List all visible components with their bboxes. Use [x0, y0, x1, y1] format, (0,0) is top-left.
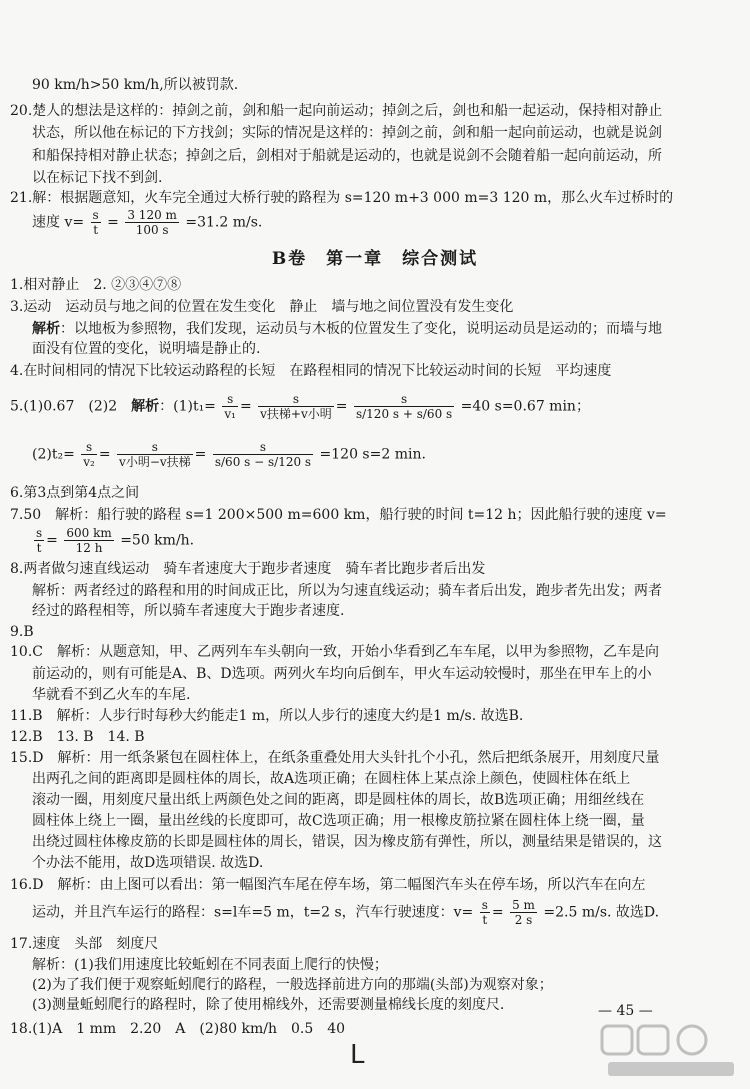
- section-title: B卷 第一章 综合测试: [271, 249, 479, 269]
- answer-20-line: 20.楚人的想法是这样的：掉剑之前，剑和船一起向前运动；掉剑之后，剑也和船一起运动，保持相对静止: [10, 103, 663, 119]
- formula-line: (2)t₂= $\frac{s}{\text{v₂}}$ = $\frac{s}{\text{v小明−v扶梯}}$ = $\frac{s}{s/60 s - s/120 s}$ =120 s=2 min.: [32, 440, 426, 469]
- numerator: s: [222, 392, 238, 407]
- denominator: t: [482, 913, 488, 927]
- fraction: [222, 392, 238, 421]
- handwritten-mark: L: [350, 1040, 365, 1070]
- text-line: 状态，所以他在标记的下方找剑；实际的情况是这样的：掉剑之前，剑和船一起向前运动，也就是说剑: [32, 125, 662, 141]
- answer-6-line: 6.第3点到第4点之间: [10, 485, 140, 501]
- answer-21-line: 21.解：根据题意知，火车完全通过大桥行驶的路程为 s=120 m+3 000 m=3 120 m，那么火车过桥时的: [10, 190, 674, 206]
- text-line: 面没有位置的变化，说明墙是静止的.: [32, 341, 261, 357]
- answer-18-line: 18.(1)A 1 mm 2.20 A (2)80 km/h 0.5 40: [10, 1021, 346, 1037]
- denominator: s/120 s + s/60 s: [355, 407, 453, 421]
- formula-line: [32, 208, 262, 237]
- numerator: s: [92, 208, 99, 222]
- numerator: s: [481, 898, 488, 912]
- text-line: 90 km/h>50 km/h,所以被罚款.: [32, 77, 239, 93]
- answer-5-line: 5.(1)0.67 (2)2 解析：(1)t₁= $\frac{s}{\text{v₁}}$ = $\frac{s}{\text{v扶梯+v小明}}$ = $\frac{s}{s/120 s + s/60 s}$ =40 s=0.67 min；: [10, 392, 590, 421]
- answer-7-line: 7.50 解析：船行驶的路程 s=1 200×500 m=600 km，船行驶的时间 t=12 h；因此船行驶的速度 v=: [10, 507, 667, 523]
- fraction: [34, 526, 44, 555]
- text-line: 经过的路程相等，所以骑车者速度大于跑步者速度.: [32, 603, 345, 619]
- formula-result: =40 s=0.67 min；: [460, 398, 590, 415]
- text-line: 滚动一圈，用刻度尺量出纸上两颜色处之间的距离，即是圆柱体的周长，故B选项正确；用细丝线在: [32, 792, 645, 808]
- answer-9-line: 9.B: [10, 624, 34, 640]
- numerator: s: [36, 526, 43, 540]
- denominator: 12 h: [75, 541, 103, 555]
- answer-3-line: 3.运动 运动员与地之间的位置在发生变化 静止 墙与地之间位置没有发生变化: [10, 299, 514, 315]
- denominator: 100 s: [135, 223, 169, 237]
- formula-result: =31.2 m/s.: [185, 214, 263, 231]
- denominator: v₂: [83, 455, 95, 469]
- fraction: [480, 898, 490, 927]
- text-line: 出绕过圆柱体橡皮筋的长即是圆柱体的周长，错误，因为橡皮筋有弹性，所以，测量结果是错误的，这: [32, 834, 662, 850]
- text-line: 前运动的，则有可能是A、B、D选项。两列火车均向后倒车，甲火车运动较慢时，那坐在甲车上的小: [32, 666, 652, 682]
- denominator: v₁: [224, 407, 236, 421]
- answer-17-line: 17.速度 头部 刻度尺: [10, 936, 159, 952]
- answer-1-2-line: 1.相对静止 2. ②③④⑦⑧: [10, 277, 182, 293]
- formula-result: =2.5 m/s. 故选D.: [543, 904, 660, 921]
- text-line: 和船保持相对静止状态；掉剑之后，剑相对于船就是运动的，也就是说剑不会随着船一起向前运动，所: [32, 148, 662, 164]
- fraction: [91, 208, 101, 237]
- formula-line: $\frac{s}{t}$ = $\frac{600 km}{12 h}$ =50 km/h.: [36, 526, 195, 555]
- text-line: 华就看不到乙火车的车尾.: [32, 687, 191, 703]
- numerator: s: [117, 440, 193, 455]
- denominator: 2 s: [514, 913, 533, 927]
- denominator: v小明−v扶梯: [119, 455, 191, 469]
- answer-12-14-line: 12.B 13. B 14. B: [10, 729, 145, 745]
- answer-5-values: 5.(1)0.67 (2)2: [10, 398, 132, 415]
- fraction: [117, 440, 193, 469]
- fraction: [213, 440, 313, 469]
- numerator: 5 m: [512, 898, 535, 912]
- fraction: [354, 392, 454, 421]
- numerator: s: [258, 392, 334, 407]
- formula-prefix: ：(1)t₁=: [159, 398, 216, 415]
- formula-line: 运动，并且汽车运行的路程：s=l车=5 m，t=2 s，汽车行驶速度：v= $\frac{s}{t}$ = $\frac{5 m}{2 s}$ =2.5 m/s. 故选D.: [32, 898, 660, 927]
- text-line: 出两孔之间的距离即是圆柱体的周长，故A选项正确；在圆柱体上某点涂上颜色，使圆柱体在纸上: [32, 771, 631, 787]
- watermark-logo: [596, 1020, 746, 1086]
- analysis-line: 解析：(1)我们用速度比较蚯蚓在不同表面上爬行的快慢；: [32, 957, 388, 973]
- text-line: 个办法不能用，故D选项错误. 故选D.: [32, 855, 264, 871]
- answer-16-line: 16.D 解析：由上图可以看出：第一幅图汽车尾在停车场，第二幅图汽车头在停车场，所以汽车在向左: [10, 877, 646, 893]
- analysis-line: 解析：两者经过的路程和用的时间成正比，所以为匀速直线运动；骑车者后出发，跑步者先出发；两者: [32, 583, 662, 599]
- answer-8-line: 8.两者做匀速直线运动 骑车者速度大于跑步者速度 骑车者比跑步者后出发: [10, 561, 486, 577]
- numerator: 600 km: [66, 526, 112, 540]
- formula-prefix: 运动，并且汽车运行的路程：s=l车=5 m，t=2 s，汽车行驶速度：v=: [32, 904, 474, 921]
- numerator: s: [213, 440, 313, 455]
- analysis-line: [32, 320, 662, 338]
- denominator: t: [36, 541, 42, 555]
- analysis-label: 解析: [131, 398, 160, 415]
- text-line: (2)为了我们便于观察蚯蚓爬行的路程，一般选择前进方向的那端(头部)为观察对象；: [32, 977, 553, 993]
- answer-11-line: 11.B 解析：人步行时每秒大约能走1 m，所以人步行的速度大约是1 m/s. 故选B.: [10, 708, 524, 724]
- numerator: 3 120 m: [127, 208, 177, 222]
- text-line: (3)测量蚯蚓爬行的路程时，除了使用棉线外，还需要测量棉线长度的刻度尺.: [32, 997, 505, 1013]
- fraction: [510, 898, 537, 927]
- denominator: t: [93, 223, 99, 237]
- formula-result: =50 km/h.: [120, 532, 195, 549]
- equals-sign: =: [107, 214, 119, 231]
- fraction: [258, 392, 334, 421]
- formula-prefix: 速度 v=: [32, 214, 85, 231]
- denominator: v扶梯+v小明: [260, 407, 332, 421]
- answer-10-line: 10.C 解析：从题意知，甲、乙两列车车头朝向一致，开始小华看到乙车车尾，以甲为参照物，乙车是向: [10, 644, 659, 660]
- denominator: s/60 s − s/120 s: [214, 455, 312, 469]
- numerator: s: [354, 392, 454, 407]
- analysis-text: ：以地板为参照物，我们发现，运动员与木板的位置发生了变化，说明运动员是运动的；而墙与地: [60, 321, 662, 337]
- answer-15-line: 15.D 解析：用一纸条紧包在圆柱体上，在纸条重叠处用大头针扎个小孔，然后把纸条展开，用刻度尺量: [10, 750, 660, 766]
- fraction: [64, 526, 113, 555]
- fraction: [125, 208, 179, 237]
- numerator: s: [81, 440, 97, 455]
- text-line: 圆柱体上绕上一圈，量出丝线的长度即可，故C选项正确；用一根橡皮筋拉紧在圆柱体上绕一圈，量: [32, 813, 645, 829]
- formula-prefix: (2)t₂=: [32, 446, 75, 463]
- page-number: — 45 —: [598, 1003, 653, 1019]
- fraction: [81, 440, 97, 469]
- answer-4-line: 4.在时间相同的情况下比较运动路程的长短 在路程相同的情况下比较运动时间的长短 平均速度: [10, 363, 612, 379]
- formula-result: =120 s=2 min.: [319, 446, 426, 463]
- text-line: 以在标记下找不到剑.: [32, 170, 163, 186]
- analysis-label: 解析: [32, 321, 60, 337]
